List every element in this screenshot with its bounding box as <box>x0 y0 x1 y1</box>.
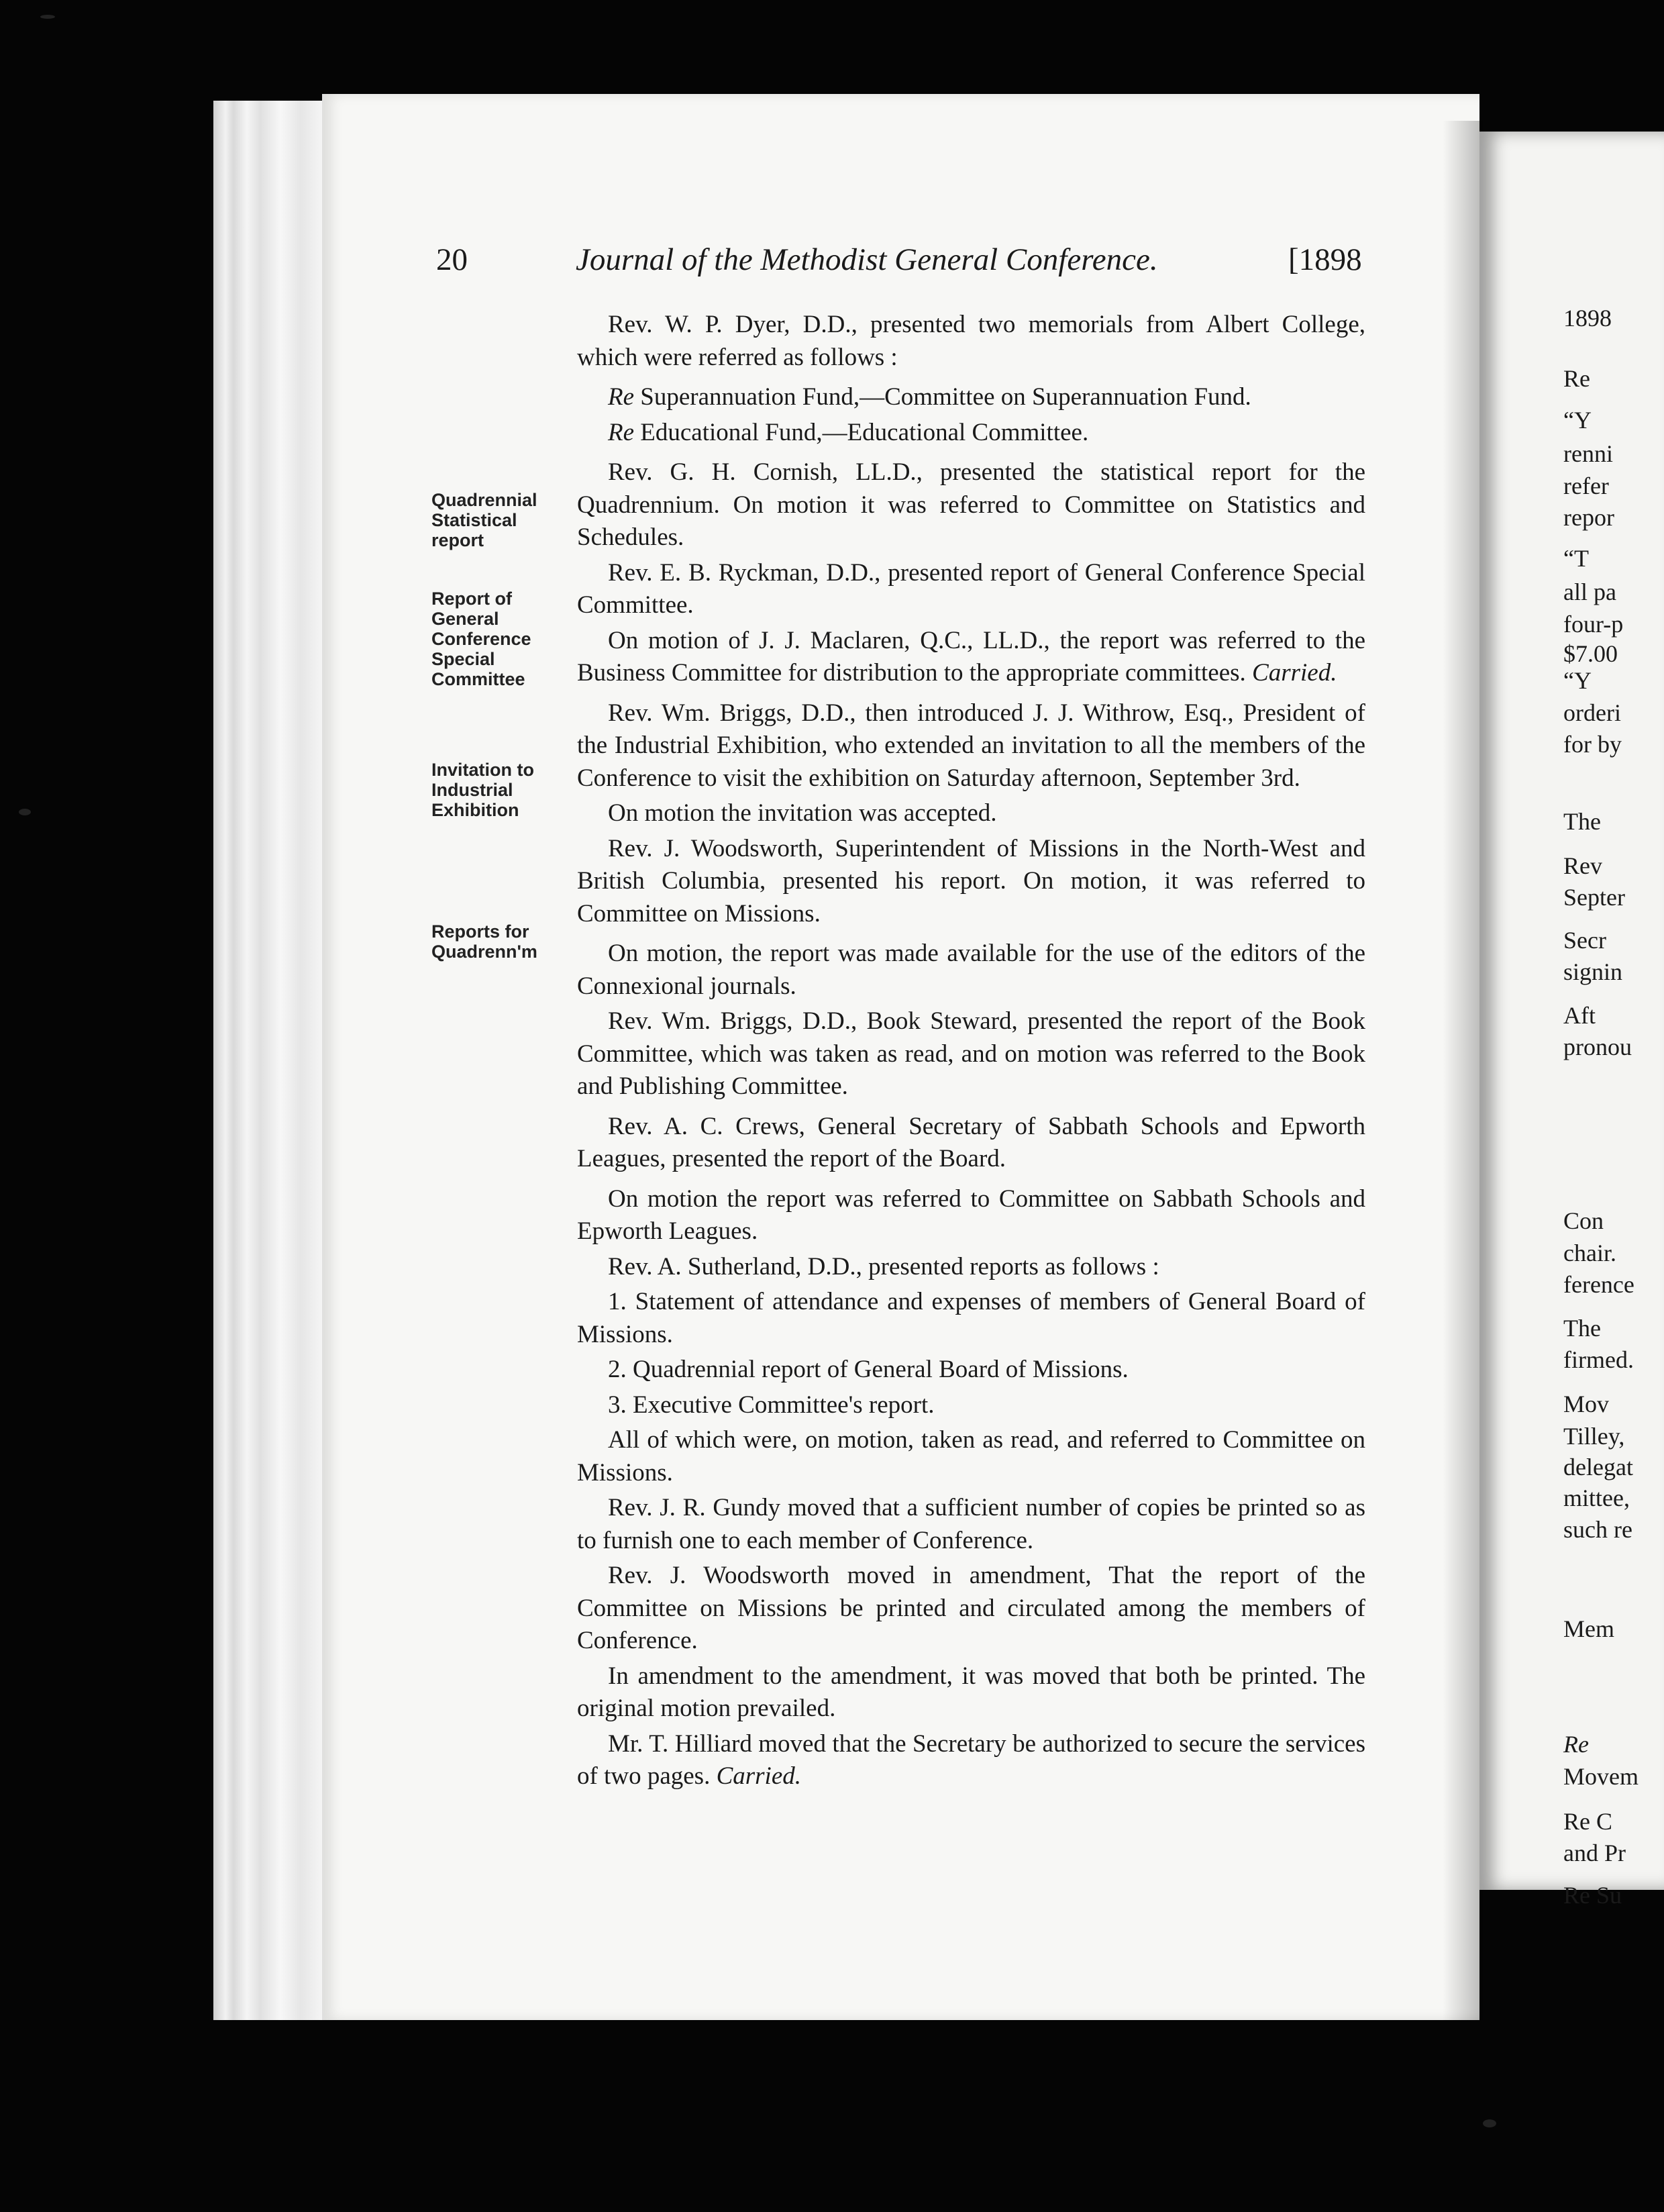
paragraph: On motion, the report was made available for the use of the editors of the Connexional journals. <box>577 940 1365 1000</box>
facing-line: refer <box>1563 472 1609 499</box>
facing-line: Tilley, <box>1563 1423 1625 1450</box>
facing-line: mittee, <box>1563 1485 1630 1511</box>
list-item: 3. Executive Committee's report. <box>608 1391 935 1419</box>
sidenote-statistical-report: Quadrennial Statistical report <box>431 490 537 550</box>
facing-line: “Y <box>1563 667 1592 694</box>
facing-line: all pa <box>1563 579 1616 605</box>
facing-line: such re <box>1563 1516 1632 1543</box>
facing-line: signin <box>1563 958 1623 985</box>
paragraph: Rev. J. R. Gundy moved that a sufficient number of copies be printed so as to furnish one to each member of Conference. <box>577 1494 1365 1554</box>
paragraph: Re Superannuation Fund,—Committee on Superannuation Fund. <box>608 383 1251 411</box>
sidenote-reports: Reports for Quadrenn'm <box>431 921 537 962</box>
facing-line: Re <box>1563 365 1590 392</box>
paragraph: Mr. T. Hilliard moved that the Secretary be authorized to secure the services of two pages. Carried. <box>577 1729 1365 1790</box>
facing-line: delegat <box>1563 1454 1633 1480</box>
paragraph: On motion the report was referred to Committee on Sabbath Schools and Epworth Leagues. <box>577 1185 1365 1245</box>
facing-line: 1898 <box>1563 305 1612 332</box>
header-year: [1898 <box>1288 242 1362 277</box>
facing-line: Re C <box>1563 1808 1613 1835</box>
running-head: Journal of the Methodist General Conference. <box>576 242 1158 277</box>
page-edges <box>213 101 329 2020</box>
facing-line: The <box>1563 1315 1601 1342</box>
paragraph: Rev. Wm. Briggs, D.D., then introduced J. J. Withrow, Esq., President of the Industrial Exhibition, who extended an invitation to all the members of the Conference to visit the exhibition on Saturday afternoon, September 3rd. <box>577 699 1365 792</box>
paragraph: On motion of J. J. Maclaren, Q.C., LL.D., the report was referred to the Business Committee for distribution to the appropriate committees. Carried. <box>577 626 1365 687</box>
scan-speck <box>40 15 55 19</box>
facing-line: for by <box>1563 731 1622 758</box>
facing-line: $7.00 <box>1563 640 1618 667</box>
facing-line: Movem <box>1563 1763 1639 1790</box>
facing-line: Rev <box>1563 852 1602 879</box>
paragraph: In amendment to the amendment, it was moved that both be printed. The original motion prevailed. <box>577 1662 1365 1722</box>
facing-line: chair. <box>1563 1240 1616 1266</box>
paragraph: All of which were, on motion, taken as read, and referred to Committee on Missions. <box>577 1426 1365 1487</box>
facing-line: Mov <box>1563 1391 1610 1417</box>
facing-line: ference <box>1563 1271 1634 1298</box>
list-item: 2. Quadrennial report of General Board of Missions. <box>608 1356 1129 1383</box>
paragraph: Rev. Wm. Briggs, D.D., Book Steward, presented the report of the Book Committee, which was taken as read, and on motion was referred to the Book and Publishing Committee. <box>577 1007 1365 1100</box>
facing-line: and Pr <box>1563 1840 1626 1866</box>
facing-line: Con <box>1563 1207 1604 1234</box>
paragraph: Rev. G. H. Cornish, LL.D., presented the statistical report for the Quadrennium. On motion it was referred to Committee on Statistics and Schedules. <box>577 458 1365 551</box>
paragraph: On motion the invitation was accepted. <box>608 799 997 827</box>
facing-line: Mem <box>1563 1615 1614 1642</box>
facing-line: four-p <box>1563 611 1624 638</box>
list-item: 1. Statement of attendance and expenses of members of General Board of Missions. <box>577 1288 1365 1348</box>
facing-line: Re <box>1563 1731 1589 1758</box>
paragraph: Re Educational Fund,—Educational Committee. <box>608 418 1089 446</box>
facing-line: The <box>1563 808 1601 835</box>
page-header <box>436 242 1375 289</box>
scan-speck <box>1483 2119 1496 2127</box>
facing-line: Re Su <box>1563 1882 1622 1909</box>
gutter-shadow <box>1443 121 1483 2020</box>
sidenote-invitation: Invitation to Industrial Exhibition <box>431 760 534 820</box>
facing-line: renni <box>1563 440 1613 467</box>
facing-line: firmed. <box>1563 1346 1634 1373</box>
paragraph: Rev. J. Woodsworth moved in amendment, That the report of the Committee on Missions be printed and circulated among the members of Conference. <box>577 1562 1365 1654</box>
scan-speck <box>19 809 31 815</box>
facing-line: pronou <box>1563 1034 1632 1060</box>
facing-line: Aft <box>1563 1002 1596 1029</box>
facing-line: orderi <box>1563 699 1621 726</box>
paragraph: Rev. W. P. Dyer, D.D., presented two memorials from Albert College, which were referred as follows : <box>577 311 1365 371</box>
paragraph: Rev. A. C. Crews, General Secretary of Sabbath Schools and Epworth Leagues, presented the report of the Board. <box>577 1112 1365 1172</box>
page-number: 20 <box>436 242 468 277</box>
sidenote-special-committee: Report of General Conference Special Committee <box>431 589 531 689</box>
facing-line: repor <box>1563 504 1614 531</box>
facing-line: “T <box>1563 545 1589 572</box>
paragraph: Rev. A. Sutherland, D.D., presented reports as follows : <box>608 1252 1159 1280</box>
main-text <box>577 309 1365 1801</box>
paragraph: Rev. J. Woodsworth, Superintendent of Missions in the North-West and British Columbia, presented his report. On motion, it was referred to Committee on Missions. <box>577 834 1365 927</box>
facing-line: “Y <box>1563 407 1592 434</box>
facing-line: Septer <box>1563 884 1625 911</box>
facing-line: Secr <box>1563 927 1606 954</box>
paragraph: Rev. E. B. Ryckman, D.D., presented report of General Conference Special Committee. <box>577 558 1365 619</box>
